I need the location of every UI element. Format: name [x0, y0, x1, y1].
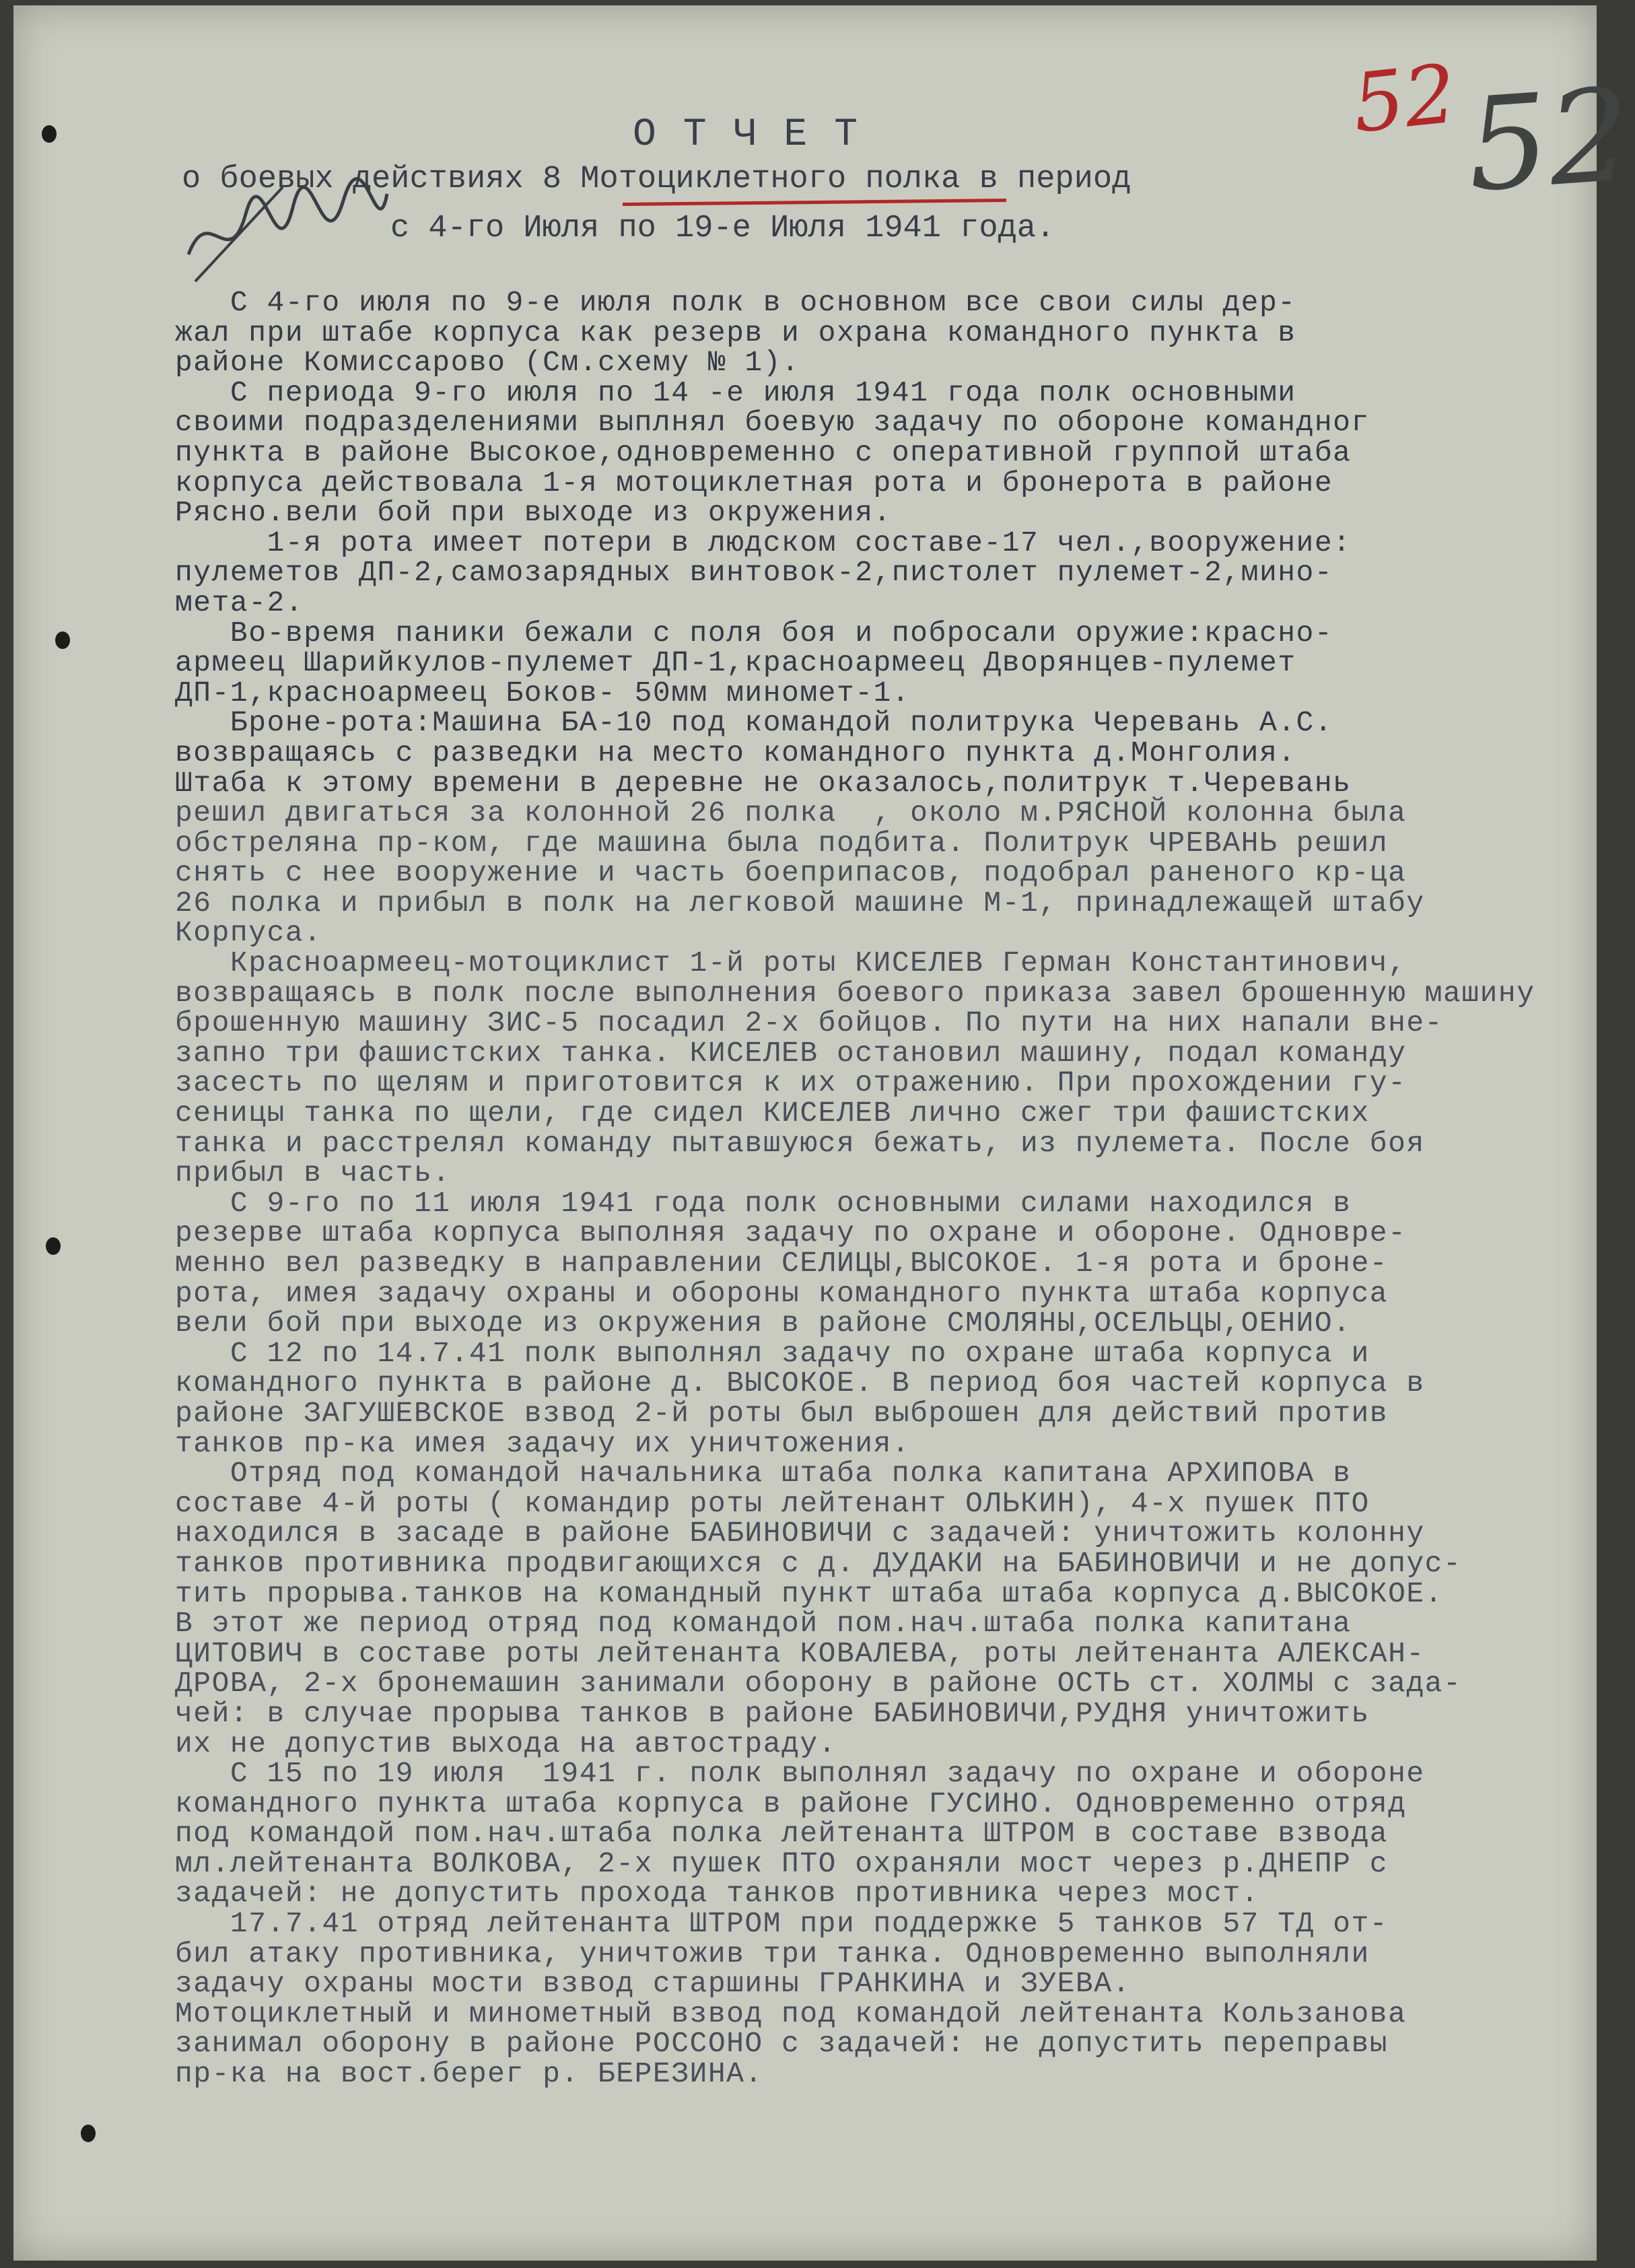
- report-line: С 9-го по 11 июля 1941 года полк основными силами находился в: [175, 1186, 1352, 1220]
- report-line: жал при штабе корпуса как резерв и охрана командного пункта в: [175, 316, 1296, 349]
- pencil-page-number: 52: [1462, 60, 1635, 221]
- report-line: танка и расстрелял команду пытавшуюся бежать, из пулемета. После боя: [175, 1126, 1425, 1160]
- handwritten-scribble-icon: [182, 174, 390, 288]
- report-line: С 12 по 14.7.41 полк выполнял задачу по охране штаба корпуса и: [175, 1336, 1370, 1370]
- report-line: резерве штаба корпуса выполняя задачу по охране и обороне. Одновре-: [175, 1216, 1407, 1250]
- report-line: Отряд под командой начальника штаба полка капитана АРХИПОВА в: [175, 1457, 1352, 1490]
- binding-hole: [46, 1237, 61, 1255]
- report-line: решил двигаться за колонной 26 полка , около м.РЯСНОЙ колонна была: [175, 796, 1407, 830]
- report-line: районе ЗАГУШЕВСКОЕ взвод 2-й роты был выброшен для действий против: [175, 1396, 1389, 1430]
- report-line: брошенную машину ЗИС-5 посадил 2-х бойцов. По пути на них напали вне-: [175, 1006, 1443, 1040]
- report-line: пункта в районе Высокое,одновременно с оперативной группой штаба: [175, 436, 1352, 469]
- report-line: под командой пом.нач.штаба полка лейтенанта ШТРОМ в составе взвода: [175, 1817, 1389, 1851]
- report-line: Штаба к этому времени в деревне не оказалось,политрук т.Черевань: [175, 766, 1352, 800]
- report-line: обстреляна пр-ком, где машина была подбита. Политрук ЧРЕВАНЬ решил: [175, 826, 1389, 860]
- report-line: ЦИТОВИЧ в составе роты лейтенанта КОВАЛЕВА, роты лейтенанта АЛЕКСАН-: [175, 1637, 1425, 1670]
- report-line: Рясно.вели бой при выходе из окружения.: [175, 496, 892, 530]
- red-underline: [623, 199, 1006, 206]
- report-line: их не допустив выхода на автостраду.: [175, 1727, 837, 1760]
- report-line: возвращаясь с разведки на место командного пункта д.Монголия.: [175, 736, 1296, 769]
- report-line: командного пункта в районе д. ВЫСОКОЕ. В период боя частей корпуса в: [175, 1367, 1425, 1400]
- report-line: 1-я рота имеет потери в людском составе-17 чел.,вооружение:: [175, 526, 1352, 559]
- report-line: чей: в случае прорыва танков в районе БАБИНОВИЧИ,РУДНЯ уничтожить: [175, 1696, 1370, 1730]
- report-line: сеницы танка по щели, где сидел КИСЕЛЕВ лично сжег три фашистских: [175, 1097, 1370, 1130]
- report-line: мл.лейтенанта ВОЛКОВА, 2-х пушек ПТО охраняли мост через р.ДНЕПР с: [175, 1847, 1389, 1880]
- document-subtitle-line2: с 4-го Июля по 19-е Июля 1941 года.: [390, 211, 1055, 246]
- report-line: армеец Шарийкулов-пулемет ДП-1,красноармеец Дворянцев-пулемет: [175, 646, 1296, 680]
- report-line: танков противника продвигающихся с д. ДУДАКИ на БАБИНОВИЧИ и не допус-: [175, 1546, 1462, 1580]
- report-body: [175, 288, 1562, 2146]
- binding-hole: [42, 125, 57, 143]
- report-line: ДП-1,красноармеец Боков- 50мм миномет-1.: [175, 676, 911, 710]
- document-subtitle-line1: о боевых действиях 8 Мотоциклетного полка в период: [182, 162, 1132, 197]
- report-line: 17.7.41 отряд лейтенанта ШТРОМ при поддержке 5 танков 57 ТД от-: [175, 1907, 1389, 1941]
- report-line: занимал оборону в районе РОССОНО с задачей: не допустить переправы: [175, 2027, 1389, 2061]
- report-line: снять с нее вооружение и часть боеприпасов, подобрал раненого кр-ца: [175, 856, 1407, 890]
- report-line: менно вел разведку в направлении СЕЛИЦЫ,ВЫСОКОЕ. 1-я рота и броне-: [175, 1247, 1389, 1280]
- report-line: 26 полка и прибыл в полк на легковой машине М-1, принадлежащей штабу: [175, 886, 1425, 920]
- report-line: составе 4-й роты ( командир роты лейтенант ОЛЬКИН), 4-х пушек ПТО: [175, 1486, 1370, 1520]
- report-line: командного пункта штаба корпуса в районе ГУСИНО. Одновременно отряд: [175, 1787, 1407, 1820]
- report-line: пулеметов ДП-2,самозарядных винтовок-2,пистолет пулемет-2,мино-: [175, 556, 1333, 590]
- report-line: мета-2.: [175, 586, 304, 619]
- report-line: Корпуса.: [175, 916, 322, 950]
- binding-hole: [81, 2125, 96, 2142]
- report-line: прибыл в часть.: [175, 1157, 451, 1190]
- report-line: запно три фашистских танка. КИСЕЛЕВ остановил машину, подал команду: [175, 1036, 1407, 1070]
- report-line: находился в засаде в районе БАБИНОВИЧИ с задачей: уничтожить колонну: [175, 1517, 1425, 1550]
- report-line: Красноармеец-мотоциклист 1-й роты КИСЕЛЕВ Герман Константинович,: [175, 947, 1407, 980]
- document-page: [13, 5, 1635, 2261]
- report-line: танков пр-ка имея задачу их уничтожения.: [175, 1427, 911, 1460]
- report-line: районе Комиссарово (См.схему № 1).: [175, 346, 800, 380]
- document-title: ОТЧЕТ: [633, 113, 885, 157]
- report-line: Во-время паники бежали с поля боя и побросали оружие:красно-: [175, 616, 1333, 650]
- report-line: С 4-го июля по 9-е июля полк в основном все свои силы дер-: [175, 286, 1296, 319]
- report-line: Мотоциклетный и минометный взвод под командой лейтенанта Кользанова: [175, 1997, 1407, 2030]
- report-line: С 15 по 19 июля 1941 г. полк выполнял задачу по охране и обороне: [175, 1757, 1425, 1791]
- report-line: возвращаясь в полк после выполнения боевого приказа завел брошенную машину: [175, 976, 1535, 1010]
- report-line: рота, имея задачу охраны и обороны командного пункта штаба корпуса: [175, 1276, 1389, 1310]
- report-line: пр-ка на вост.берег р. БЕРЕЗИНА.: [175, 2057, 763, 2091]
- report-line: задачу охраны мости взвод старшины ГРАНКИНА и ЗУЕВА.: [175, 1967, 1131, 2001]
- report-line: ДРОВА, 2-х бронемашин занимали оборону в районе ОСТЬ ст. ХОЛМЫ с зада-: [175, 1667, 1462, 1700]
- report-line: корпуса действовала 1-я мотоциклетная рота и бронерота в районе: [175, 466, 1333, 500]
- report-line: тить прорыва.танков на командный пункт штаба штаба корпуса д.ВЫСОКОЕ.: [175, 1577, 1443, 1610]
- report-line: своими подразделениями выплнял боевую задачу по обороне командног: [175, 406, 1370, 440]
- red-archive-number: 52: [1348, 47, 1461, 151]
- report-line: задачей: не допустить прохода танков противника через мост.: [175, 1877, 1259, 1911]
- report-line: В этот же период отряд под командой пом.нач.штаба полка капитана: [175, 1607, 1352, 1641]
- report-line: засесть по щелям и приготовится к их отражению. При прохождении гу-: [175, 1066, 1407, 1100]
- report-line: Броне-рота:Машина БА-10 под командой политрука Черевань А.С.: [175, 706, 1333, 740]
- binding-hole: [55, 631, 70, 649]
- report-line: вели бой при выходе из окружения в районе СМОЛЯНЫ,ОСЕЛЬЦЫ,ОЕНИО.: [175, 1307, 1352, 1340]
- report-line: С периода 9-го июля по 14 -е июля 1941 года полк основными: [175, 376, 1296, 409]
- report-line: бил атаку противника, уничтожив три танка. Одновременно выполняли: [175, 1937, 1370, 1970]
